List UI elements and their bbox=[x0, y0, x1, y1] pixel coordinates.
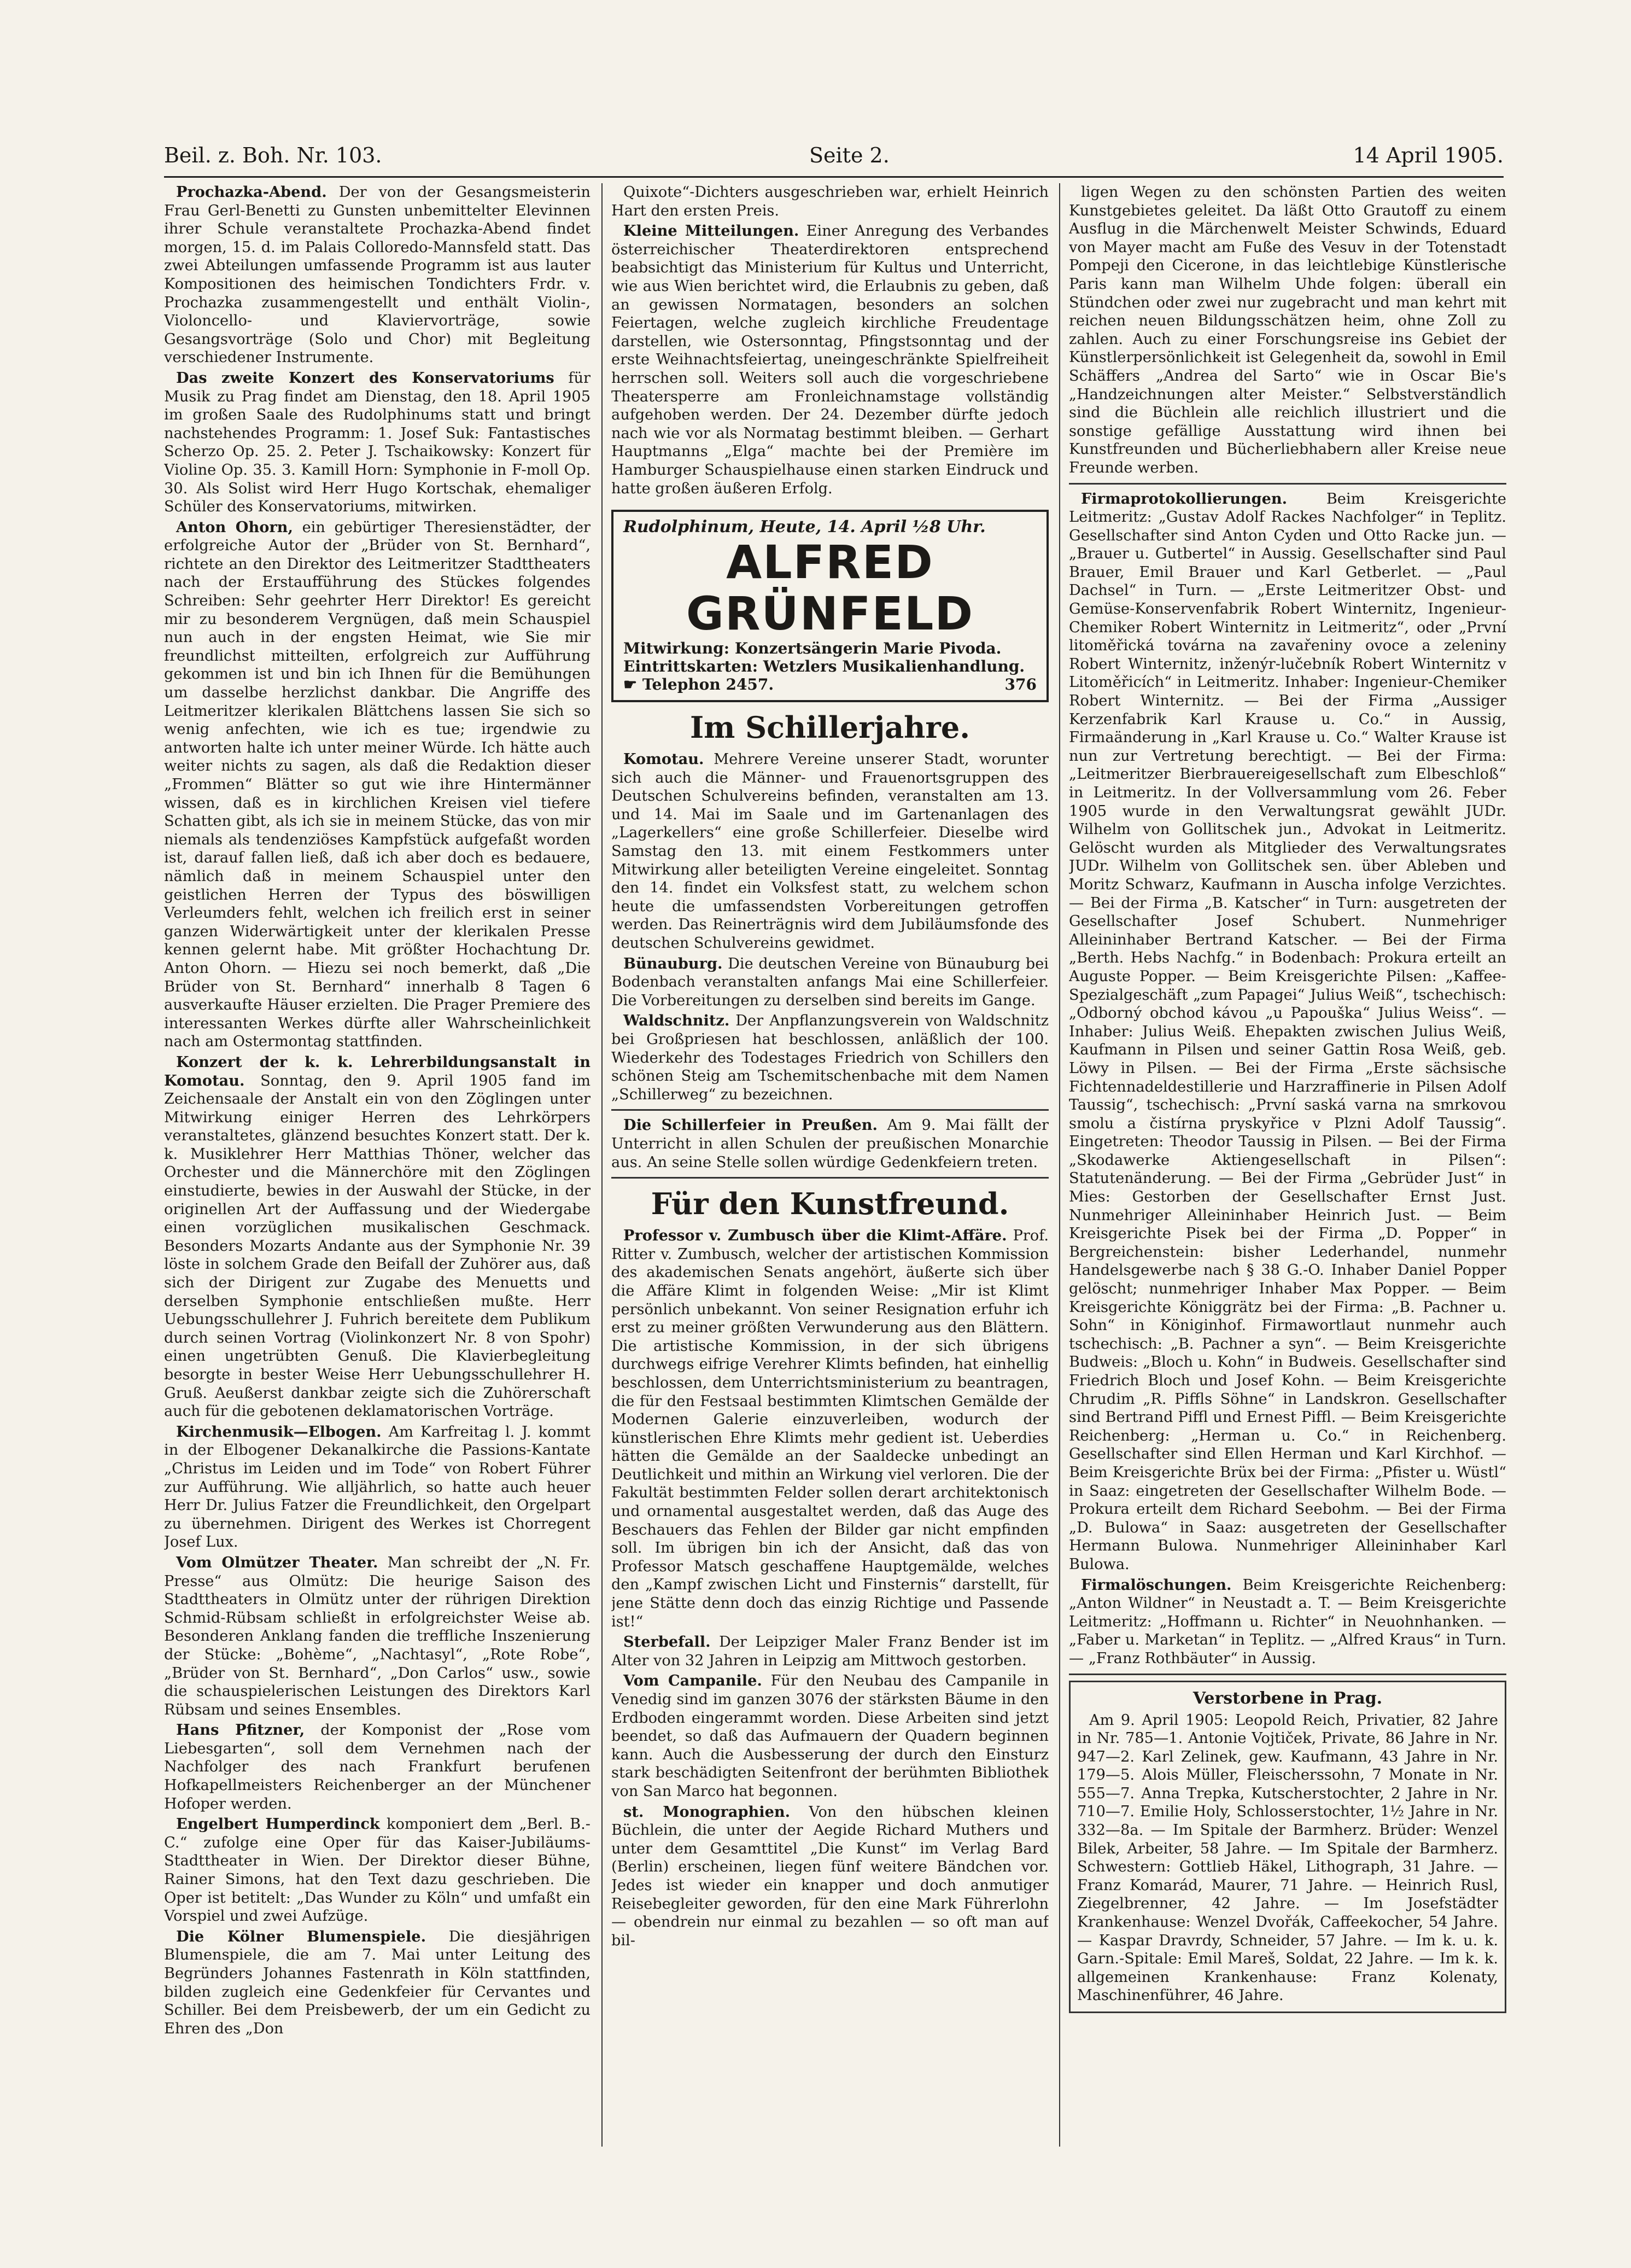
article-text: Der Leipziger Maler Franz Bender ist im Alter von 32 Jahren in Leipzig am Mittwoch gestorben. bbox=[611, 1634, 1049, 1669]
article bbox=[1069, 1576, 1506, 1668]
section-title-schiller: Im Schillerjahre. bbox=[689, 710, 971, 745]
article bbox=[164, 1928, 591, 2038]
article-text: Sonntag, den 9. April 1905 fand im Zeichensaale der Anstalt ein von den Zöglingen unter Mitwirkung einiger Herren des Lehrkörpers veranstaltetes, glänzend besuchtes Konzert statt. Der k. k. Musiklehrer Herr Matthias Thöner, welcher das Orchester und die Männerchöre mit den Zöglingen einstudierte, bewies in der Auswahl der Stücke, in der originellen Art der Auffassung und der Wiedergabe einen vorzüglichen musikalischen Geschmack. Besonders Mozarts Andante aus der Symphonie Nr. 39 löste in solchem Grade den Beifall der Zuhörer aus, daß sich der Dirigent zur Zugabe des Menuetts und derselben Symphonie entschließen mußte. Herr Uebungsschullehrer J. Fuhrich bereitete dem Publikum durch seinen Vortrag (Violinkonzert Nr. 8 von Spohr) einen ungetrübten Genuß. Die Klavierbegleitung besorgte in bester Weise Herr Uebungsschullehrer H. Gruß. Aeußerst dankbar zeigte sich die Zuhörerschaft auch für die gebotenen deklamatorischen Vorträge. bbox=[164, 1072, 591, 1420]
ad-number: 376 bbox=[1004, 675, 1037, 694]
article-heading: Die Schillerfeier in Preußen. bbox=[623, 1116, 878, 1134]
article bbox=[164, 518, 591, 1051]
article-text: Am 9. Mai fällt der Unterricht in allen Schulen der preußischen Monarchie aus. An seine Stelle sollen würdige Gedenkfeiern treten. bbox=[611, 1117, 1049, 1171]
article-text: Der Anpflanzungsverein von Waldschnitz bei Großpriesen hat beschlossen, anläßlich der 100. Wiederkehr des Todestages Friedrich von Schillers den schönen Steig am Tschemitschenbache mit dem Namen „Schillerweg“ zu bezeichnen. bbox=[611, 1012, 1049, 1103]
article-text: Einer Anregung des Verbandes österreichischer Theaterdirektoren entsprechend beabsichtigt das Ministerium für Kultus und Unterricht, wie aus Wien berichtet wird, die Erlaubnis zu geben, daß an gewissen Normatagen, besonders an solchen Feiertagen, welche zugleich kirchliche Freudentage darstellen, wie Ostersonntag, Pfingstsonntag und der erste Weihnachtsfeiertag, uneingeschränkte Spielfreiheit herrschen soll. Weiters soll auch die vorgeschriebene Theatersperre am Fronleichnamstage vollständig aufgehoben werden. Der 24. Dezember dürfte jedoch nach wie vor als Normatag bestimmt bleiben. — Gerhart Hauptmanns „Elga“ machte bei der Première im Hamburger Schauspielhause einen starken Eindruck und hatte großen äußeren Erfolg. bbox=[611, 223, 1049, 497]
section-title-kunst: Für den Kunstfreund. bbox=[651, 1186, 1009, 1222]
article-heading: Vom Olmützer Theater. bbox=[176, 1553, 378, 1571]
article-heading: Sterbefall. bbox=[623, 1633, 711, 1651]
article bbox=[611, 183, 1049, 220]
header-issue: Beil. z. Boh. Nr. 103. bbox=[164, 143, 382, 167]
article-text: Prof. Ritter v. Zumbusch, welcher der artistischen Kommission des akademischen Senats angehört, äußerte sich über die Affäre Klimt in folgenden Weise: „Mir ist Klimt persönlich unbekannt. Von seiner Resignation erfuhr ich erst zu meiner größten Verwunderung aus den Blättern. Die artistische Kommission, in der sich übrigens durchwegs eifrige Verehrer Klimts befinden, hat einhellig beschlossen, dem Unterrichtsministerium zu beantragen, die für den Festsaal bestimmten Klimtschen Gemälde der Modernen Galerie einzuverleiben, wodurch der künstlerischen Ehre Klimts mehr gedient ist. Ueberdies hätten die Gemälde an der Saaldecke unbedingt an Deutlichkeit und mithin an Wirkung viel verloren. Die der Fakultät bestimmten Felder sollen derart architektonisch und ornamental ausgestaltet werden, daß das Auge des Beschauers das Fehlen der Bilder gar nicht empfinden soll. Im übrigen bin ich der Ansicht, daß das von Professor Matsch geschaffene Hauptgemälde, welches den „Kampf zwischen Licht und Finsternis“ darstellt, für jene Stätte denn doch das einzig Richtige und Passende ist!“ bbox=[611, 1227, 1049, 1630]
article-heading: Kleine Mitteilungen. bbox=[623, 222, 799, 240]
divider bbox=[611, 1109, 1049, 1111]
article-heading: st. Monographien. bbox=[623, 1803, 791, 1821]
article-heading: Firmaprotokollierungen. bbox=[1081, 489, 1288, 508]
page-header bbox=[164, 143, 1504, 176]
article-text: Quixote“-Dichters ausgeschrieben war, erhielt Heinrich Hart den ersten Preis. bbox=[611, 184, 1049, 219]
article-text: Mehrere Vereine unserer Stadt, worunter sich auch die Männer- und Frauenortsgruppen des Deutschen Schulvereins befinden, veranstalten am 13. und 14. Mai im Saale und im Gartenanlagen des „Lagerkellers“ eine große Schillerfeier. Dieselbe wird Samstag den 13. mit einem Festkommers unter Mitwirkung aller beteiligten Vereine eingeleitet. Sonntag den 14. findet ein Volksfest statt, zu welchem schon heute die umfassendsten Vorbereitungen getroffen werden. Das Reinerträgnis wird dem Jubiläumsfonde des deutschen Schulvereins gewidmet. bbox=[611, 751, 1049, 952]
article-heading: Die Kölner Blumenspiele. bbox=[176, 1927, 426, 1945]
article-text: komponiert dem „Berl. B.-C.“ zufolge eine Oper für das Kaiser-Jubiläums-Stadttheater in Wien. Der Direktor dieser Bühne, Rainer Simons, hat den Text dazu geschrieben. Die Oper ist betitelt: „Das Wunder zu Köln“ und umfaßt ein Vorspiel und zwei Aufzüge. bbox=[164, 1816, 591, 1925]
article bbox=[164, 1554, 591, 1719]
article bbox=[611, 1672, 1049, 1800]
column-rule bbox=[1059, 183, 1060, 2147]
header-rule bbox=[164, 176, 1504, 178]
article bbox=[164, 1053, 591, 1421]
header-date: 14 April 1905. bbox=[1353, 143, 1504, 167]
article bbox=[611, 1633, 1049, 1670]
divider bbox=[611, 1177, 1049, 1179]
article-text: Für den Neubau des Campanile in Venedig sind im ganzen 3076 der stärksten Bäume in den Erdboden eingerammt worden. Diese Arbeiten sind jetzt beendet, so daß das Aufmauern der Quadern beginnen kann. Auch die Ausbesserung der durch den Einsturz stark beschädigten Seitenfront der berühmten Bibliothek von San Marco hat begonnen. bbox=[611, 1672, 1049, 1800]
column-2 bbox=[611, 183, 1049, 2163]
deaths-box bbox=[1069, 1681, 1506, 2014]
article-heading: Komotau. bbox=[623, 750, 704, 768]
column-rule bbox=[601, 183, 603, 2147]
article bbox=[611, 1803, 1049, 1950]
article-text: für Musik zu Prag findet am Dienstag, den 18. April 1905 im großen Saale des Rudolphinums statt und bringt nachstehendes Programm: 1. Josef Suk: Fantastisches Scherzo Op. 25. 2. Peter J. Tschaikowsky: Konzert für Violine Op. 35. 3. Kamill Horn: Symphonie in F-moll Op. 30. Als Solist wird Herr Hugo Kortschak, ehemaliger Schüler des Konservatoriums, mitwirken. bbox=[164, 369, 591, 516]
article-heading: Firmalöschungen. bbox=[1081, 1576, 1232, 1594]
article bbox=[611, 1227, 1049, 1631]
article-text: Die deutschen Vereine von Bünauburg bei Bodenbach veranstalten anfangs Mai eine Schillerfeier. Die Vorbereitungen zu derselben sind bereits im Gange. bbox=[611, 955, 1049, 1009]
column-1 bbox=[164, 183, 591, 2163]
firma-articles bbox=[1069, 490, 1506, 1668]
article-heading: Konzert der k. k. Lehrerbildungsanstalt in Komotau. bbox=[164, 1053, 591, 1089]
article-heading: Bünauburg. bbox=[623, 954, 723, 972]
article-heading: Prochazka-Abend. bbox=[176, 183, 327, 201]
column-3 bbox=[1069, 183, 1506, 2163]
ad-telephone-row bbox=[623, 675, 1037, 693]
article bbox=[611, 222, 1049, 498]
article-heading: Hans Pfitzner, bbox=[176, 1721, 305, 1739]
col2-top-articles bbox=[611, 183, 1049, 498]
article bbox=[611, 1116, 1049, 1171]
article bbox=[164, 1423, 591, 1552]
ad-artist-name: ALFRED GRÜNFELD bbox=[686, 535, 974, 641]
deaths-text: Am 9. April 1905: Leopold Reich, Privatier, 82 Jahre in Nr. 785—1. Antonie Vojtiček, Private, 86 Jahre in Nr. 947—2. Karl Zelinek, gew. Kaufmann, 43 Jahre in Nr. 179—5. Alois Müller, Fleischerssohn, 7 Monate in Nr. 555—7. Anna Trepka, Kutscherstochter, 2 Jahre in Nr. 710—7. Emilie Holy, Schlosserstochter, 1½ Jahre in Nr. 332—8a. — Im Spitale der Barmherz. Brüder: Wenzel Bilek, Arbeiter, 58 Jahre. — Im Spitale der Barmherz. Schwestern: Gottlieb Häkel, Lithograph, 31 Jahre. — Franz Komarád, Maurer, 71 Jahre. — Heinrich Rusl, Ziegelbrenner, 42 Jahre. — Im Josefstädter Krankenhause: Wenzel Dvořák, Caffeekocher, 54 Jahre. — Kaspar Dravrdy, Schneider, 57 Jahre. — Im k. u. k. Garn.-Spitale: Emil Mareš, Soldat, 22 Jahre. — Im k. k. allgemeinen Krankenhause: Franz Kolenaty, Maschinenführer, 46 Jahre. bbox=[1077, 1711, 1498, 2004]
ad-participation: Mitwirkung: Konzertsängerin Marie Pivoda. bbox=[623, 639, 1002, 658]
divider bbox=[1069, 1674, 1506, 1675]
kunst-articles bbox=[611, 1227, 1049, 1950]
header-page-number: Seite 2. bbox=[809, 143, 890, 167]
article-text: ligen Wegen zu den schönsten Partien des weiten Kunstgebietes geleitet. Da läßt Otto Grautoff zu einem Ausflug in die Märchenwelt Meister Schwinds, Eduard von Mayer macht am Fuße des Vesuv in der Totenstadt Pompeji den Cicerone, in das leichtlebige Künstlerische Paris kann man Wilhelm Uhde folgen: überall ein Stündchen oder zwei nur zugebracht und man kehrt mit reichen neuen Bildungsschätzen heim, ohne Zoll zu zahlen. Auch zu einer Forschungsreise ins Gebiet der Künstlerpersönlichkeit ist Gelegenheit da, sowohl in Emil Schäffers „Andrea del Sarto“ wie in Oscar Bie's „Handzeichnungen alter Meister.“ Selbstverständlich sind die Büchlein alle reichlich illustriert und die sonstige gefällige Ausstattung wird ihnen bei Kunstfreunden und Bücherliebhabern aller Kreise neue Freunde werben. bbox=[1069, 184, 1506, 476]
article-text: Die diesjährigen Blumenspiele, die am 7. Mai unter Leitung des Begründers Johannes Fastenrath in Köln stattfinden, bilden zugleich eine Gedenkfeier für Cervantes und Schiller. Bei dem Preisbewerb, der um ein Gedicht zu Ehren des „Don bbox=[164, 1928, 591, 2037]
deaths-title: Verstorbene in Prag. bbox=[1192, 1688, 1383, 1708]
ad-telephone: ☛ Telephon 2457. bbox=[623, 675, 774, 694]
concert-advertisement bbox=[611, 510, 1049, 702]
article-heading: Vom Campanile. bbox=[623, 1672, 762, 1690]
article bbox=[164, 369, 591, 516]
article-heading: Engelbert Humperdinck bbox=[176, 1815, 380, 1833]
article-heading: Anton Ohorn, bbox=[176, 518, 293, 536]
article-heading: Das zweite Konzert des Konservatoriums bbox=[176, 369, 554, 387]
article bbox=[164, 1721, 591, 1813]
article-text: Beim Kreisgerichte Leitmeritz: „Gustav Adolf Rackes Nachfolger“ in Teplitz. Gesellschafter sind Anton Cyden und Otto Racke jun. — „Brauer u. Gutbertel“ in Aussig. Gesellschafter sind Paul Brauer, Emil Brauer und Karl Getberlet. — „Paul Dachsel“ in Turn. — „Erste Leitmeritzer Obst- und Gemüse-Konservenfabrik Robert Winternitz, Ingenieur-Chemiker Robert Winternitz in Leitmeritz“, oder „První litoměřická továrna na zavařeniny ovoce a zeleniny Robert Winternitz, inženýr-lučebník Robert Winternitz v Litoměřicích“ in Leitmeritz. Inhaber: Ingenieur-Chemiker Robert Winternitz. — Bei der Firma „Aussiger Kerzenfabrik Karl Krause u. Co.“ in Aussig, Firmaänderung in „Karl Krause u. Co.“ Walter Krause ist nun zur Vertretung berechtigt. — Bei der Firma: „Leitmeritzer Bierbrauereigesellschaft zum Elbeschloß“ in Leitmeritz. In der Vollversammlung vom 26. Feber 1905 wurde in den Verwaltungsrat gewählt JUDr. Wilhelm von Gollitschek jun., Advokat in Leitmeritz. Gelöscht wurden als Mitglieder des Verwaltungsrates JUDr. Wilhelm von Gollitschek sen. über Ableben und Moritz Schwarz, Kaufmann in Auscha infolge Verzichtes. — Bei der Firma „B. Katscher“ in Turn: ausgetreten der Gesellschafter Josef Schubert. Nunmehriger Alleininhaber Bertrand Katscher. — Bei der Firma „Berth. Hebs Nachfg.“ in Bodenbach: Prokura erteilt an Auguste Popper. — Beim Kreisgerichte Pilsen: „Kaffee-Spezialgeschäft „zum Papagei“ Julius Weiß“, tschechisch: „Odborný obchod kávou „u Papouška“ Julius Weiss“. — Inhaber: Julius Weiß. Ehepakten zwischen Julius Weiß, Kaufmann in Pilsen und seiner Gattin Rosa Weiß, geb. Löwy in Pilsen. — Bei der Firma „Erste sächsische Fichtennadeldestillerie und Harzraffinerie in Pilsen Adolf Taussig“, tschechisch: „První saská varna na smrkovou smolu a čistírna pryskyřice v Plzni Adolf Taussig“. Eingetreten: Theodor Taussig in Pilsen. — Bei der Firma „Skodawerke Aktiengesellschaft in Pilsen“: Statutenänderung. — Bei der Firma „Gebrüder Just“ in Mies: Gestorben der Gesellschafter Ernst Just. Nunmehriger Alleininhaber Heinrich Just. — Beim Kreisgerichte Pisek bei der Firma „D. Popper“ in Bergreichenstein: bisher Lederhandel, nunmehr Handelsgewerbe nach § 38 G.-O. Inhaber Daniel Popper gelöscht; nunmehriger Inhaber Max Popper. — Beim Kreisgerichte Königgrätz bei der Firma: „B. Pachner u. Sohn“ in Königinhof. Firmawortlaut nunmehr auch tschechisch: „B. Pachner a syn“. — Beim Kreisgerichte Budweis: „Bloch u. Kohn“ in Budweis. Gesellschafter sind Friedrich Bloch und Josef Kohn. — Beim Kreisgerichte Chrudim „R. Piffls Söhne“ in Landskron. Gesellschafter sind Bertrand Piffl und Ernest Piffl. — Beim Kreisgerichte Reichenberg: „Herman u. Co.“ in Reichenberg. Gesellschafter sind Ellen Herman und Karl Kirchhof. — Beim Kreisgerichte Brüx bei der Firma: „Pfister u. Wüstl“ in Saaz: eingetreten der Gesellschafter Wilhelm Bode. — Prokura erteilt dem Richard Seebohm. — Bei der Firma „D. Bulowa“ in Saaz: ausgetreten der Gesellschafter Hermann Bulowa. Nunmehriger Alleininhaber Karl Bulowa. bbox=[1069, 490, 1506, 1573]
article bbox=[611, 955, 1049, 1010]
article-heading: Waldschnitz. bbox=[623, 1012, 730, 1030]
article bbox=[164, 183, 591, 367]
article-text: Man schreibt der „N. Fr. Presse“ aus Olmütz: Die heurige Saison des Stadttheaters in Olmütz unter der rührigen Direktion Schmid-Rübsam schließt in erfolgreichster Weise ab. Besonderen Anklang fanden die treffliche Inszenierung der Stücke: „Bohème“, „Nachtasyl“, „Rote Robe“, „Brüder von St. Bernhard“, „Don Carlos“ usw., sowie die schauspielerischen Leistungen des Direktors Karl Rübsam und seines Ensembles. bbox=[164, 1554, 591, 1718]
article bbox=[611, 750, 1049, 953]
article-text: Beim Kreisgerichte Reichenberg: „Anton Wildner“ in Neustadt a. T. — Beim Kreisgerichte Leitmeritz: „Hoffmann u. Richter“ in Neuohnhanken. — „Faber u. Marketan“ in Teplitz. — „Alfred Kraus“ in Turn. — „Franz Rothbäuter“ in Aussig. bbox=[1069, 1576, 1506, 1667]
article-text: Der von der Gesangsmeisterin Frau Gerl-Benetti zu Gunsten unbemittelter Elevinnen ihrer Schule veranstaltete Prochazka-Abend findet morgen, 15. d. im Palais Colloredo-Mannsfeld statt. Das zwei Abteilungen umfassende Programm ist aus lauter Kompositionen des heimischen Tondichters Frdr. v. Prochazka zusammengestellt und enthält Violin-, Violoncello- und Klaviervorträge, sowie Gesangsvorträge (Solo und Chor) mit Begleitung verschiedener Instrumente. bbox=[164, 184, 591, 366]
article-text: Von den hübschen kleinen Büchlein, die unter der Aegide Richard Muthers und unter dem Gesamttitel „Die Kunst“ im Verlag Bard (Berlin) erscheinen, liegen fünf weitere Bändchen vor. Jedes ist wieder ein knapper und doch anmutiger Reisebegleiter geworden, für den eine Mark Führerlohn — obendrein nur einmal zu bezahlen — so oft man auf bil- bbox=[611, 1803, 1049, 1949]
ad-venue-line: Rudolphinum, Heute, 14. April ½8 Uhr. bbox=[623, 517, 986, 537]
divider bbox=[1069, 483, 1506, 485]
article bbox=[1069, 490, 1506, 1574]
article-text: ein gebürtiger Theresienstädter, der erfolgreiche Autor der „Brüder von St. Bernhard“, richtete an den Direktor des Leitmeritzer Stadttheaters nach der Erstaufführung des Stückes folgendes Schreiben: Sehr geehrter Herr Direktor! Es gereicht mir zu besonderem Vergnügen, daß mein Schauspiel nun auch in der engsten Heimat, wie Sie mir freundlichst mitteilten, erfolgreich zur Aufführung gekommen ist und bin ich Ihnen für die Bemühungen um dasselbe herzlichst dankbar. Die Angriffe des Leitmeritzer klerikalen Blättchens lassen Sie sich so wenig anfechten, wie ich es tue; irgendwie zu antworten halte ich unter meiner Würde. Ich hätte auch weiter nichts zu sagen, als daß die Redaktion dieser „Frommen“ Blätter so gut wie ihre Hintermänner wissen, daß es in kirchlichen Kreisen viel tiefere Schatten gibt, als ich sie in meinem Stücke, das von mir niemals als tendenziöses Kampfstück aufgefaßt worden ist, darauf fallen ließ, daß ich aber doch es bedauere, nämlich daß in meinem Schauspiel unter den geistlichen Herren der Typus des böswilligen Verleumders fehlt, welchen ich freilich erst in seiner ganzen Widerwärtigkeit unter der klerikalen Presse kennen gelernt habe. Mit größter Hochachtung Dr. Anton Ohorn. — Hiezu sei noch bemerkt, daß „Die Brüder von St. Bernhard“ innerhalb 8 Tagen 6 ausverkaufte Häuser erzielten. Die Prager Premiere des interessanten Werkes dürfte aller Wahrscheinlichkeit nach am Ostermontag stattfinden. bbox=[164, 518, 591, 1051]
article-heading: Professor v. Zumbusch über die Klimt-Affäre. bbox=[623, 1227, 1007, 1245]
article bbox=[164, 1815, 591, 1926]
schiller-articles bbox=[611, 750, 1049, 1104]
article-text: der Komponist der „Rose vom Liebesgarten“, soll dem Vernehmen nach der Nachfolger des nach Frankfurt berufenen Hofkapellmeisters Reichenberger an der Münchener Hofoper werden. bbox=[164, 1722, 591, 1812]
article bbox=[611, 1012, 1049, 1104]
ad-tickets: Eintrittskarten: Wetzlers Musikalienhandlung. bbox=[623, 657, 1025, 676]
article bbox=[1069, 183, 1506, 477]
article-heading: Kirchenmusik—Elbogen. bbox=[176, 1422, 382, 1441]
article-text: Am Karfreitag l. J. kommt in der Elbogener Dekanalkirche die Passions-Kantate „Christus im Leiden und im Tode“ von Robert Führer zur Aufführung. Wie alljährlich, so hatte auch heuer Herr Dr. Julius Fatzer die Freundlichkeit, den Orgelpart zu übernehmen. Dirigent des Werkes ist Chorregent Josef Lux. bbox=[164, 1423, 591, 1551]
